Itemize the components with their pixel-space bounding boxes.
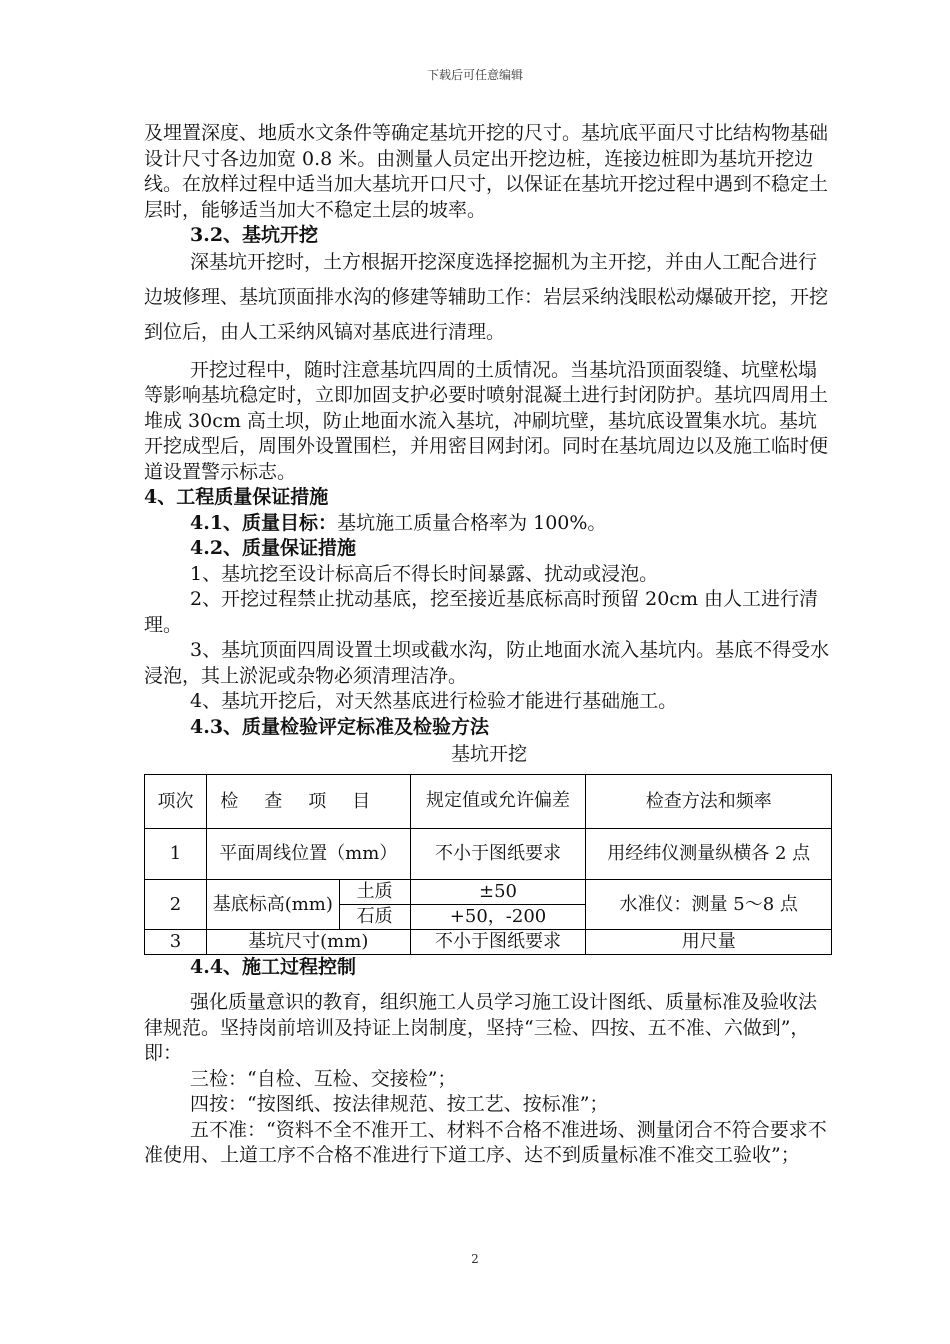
- table-cell: 水准仪：测量 5～8 点: [586, 879, 832, 929]
- page-header: 下载后可任意编辑: [426, 68, 523, 82]
- document-body: [144, 121, 834, 1169]
- inspection-table: [144, 774, 832, 955]
- table-cell: 土质: [339, 879, 410, 904]
- table-cell: +50，-200: [410, 904, 586, 929]
- page-number: 2: [471, 1252, 479, 1266]
- section-heading-4-2: 4.2、质量保证措施: [190, 537, 357, 559]
- table-title: 基坑开挖: [450, 743, 527, 765]
- section-heading-4-4: 4.4、施工过程控制: [190, 955, 357, 978]
- header-cell: [206, 774, 410, 828]
- header-cell-text: 检查项目: [220, 790, 397, 812]
- table-cell: 用尺量: [586, 929, 832, 954]
- list-item: 3、基坑顶面四周设置土坝或截水沟，防止地面水流入基坑内。基底不得受水浸泡，其上淤泥或杂物必须清理洁净。: [144, 639, 830, 687]
- table-cell: 用经纬仪测量纵横各 2 点: [586, 828, 832, 879]
- section-heading-4-1: 4.1、质量目标：: [190, 511, 338, 534]
- paragraph: 三检：“自检、互检、交接检”；: [190, 1067, 457, 1090]
- table-header-row: [145, 774, 832, 828]
- header-cell: 规定值或允许偏差: [410, 774, 586, 828]
- table-cell: 2: [145, 879, 207, 929]
- quality-goal-text: 基坑施工质量合格率为 100%。: [337, 511, 607, 534]
- table-cell: 石质: [339, 904, 410, 929]
- paragraph: 及埋置深度、地质水文条件等确定基坑开挖的尺寸。基坑底平面尺寸比结构物基础设计尺寸各边加宽 0.8 米。由测量人员定出开挖边桩，连接边桩即为基坑开挖边线。在放样过程中适当加大基坑开口尺寸，以保证在基坑开挖过程中遇到不稳定土层时，能够适当加大不稳定土层的坡率。: [144, 122, 829, 221]
- table-cell: 不小于图纸要求: [410, 929, 586, 954]
- table-cell: 平面周线位置（mm）: [206, 828, 410, 879]
- table-cell: 基底标高(mm): [206, 879, 339, 929]
- header-cell: 项次: [145, 774, 207, 828]
- list-item: 2、开挖过程禁止扰动基底，挖至接近基底标高时预留 20cm 由人工进行清理。: [144, 588, 819, 636]
- paragraph: 深基坑开挖时，土方根据开挖深度选择挖掘机为主开挖，并由人工配合进行边坡修理、基坑顶面排水沟的修建等辅助工作：岩层采纳浅眼松动爆破开挖，开挖到位后，由人工采纳风镐对基底进行清理。: [144, 250, 829, 343]
- table-cell: 1: [145, 828, 207, 879]
- table-row: [145, 828, 832, 879]
- paragraph: 五不准：“资料不全不准开工、材料不合格不准进场、测量闭合不符合要求不准使用、上道工序不合格不准进行下道工序、达不到质量标准不准交工验收”；: [144, 1118, 827, 1166]
- table-cell: 3: [145, 929, 207, 954]
- paragraph: 强化质量意识的教育，组织施工人员学习施工设计图纸、质量标准及验收法律规范。坚持岗前培训及持证上岗制度，坚持“三检、四按、五不准、六做到”，即：: [144, 991, 818, 1064]
- table-row: [145, 879, 832, 904]
- table-cell: 基坑尺寸(mm): [206, 929, 410, 954]
- section-heading-3-2: 3.2、基坑开挖: [190, 224, 319, 246]
- table-cell: ±50: [410, 879, 586, 904]
- table-cell: 不小于图纸要求: [410, 828, 586, 879]
- section-heading-4-3: 4.3、质量检验评定标准及检验方法: [190, 715, 490, 738]
- list-item: 1、基坑挖至设计标高后不得长时间暴露、扰动或浸泡。: [190, 562, 659, 585]
- quality-goal: [144, 511, 834, 537]
- table-row: [145, 929, 832, 954]
- list-item: 4、基坑开挖后，对天然基底进行检验才能进行基础施工。: [190, 690, 678, 712]
- paragraph: 开挖过程中，随时注意基坑四周的土质情况。当基坑沿顶面裂缝、坑壁松塌等影响基坑稳定时，立即加固支护必要时喷射混凝土进行封闭防护。基坑四周用土堆成 30cm 高土坝，防止地面水流入基坑，冲刷坑壁，基坑底设置集水坑。基坑开挖成型后，周围外设置围栏，并用密目网封闭。同时在基坑周边以及施工临时便道设置警示标志。: [144, 358, 829, 483]
- paragraph: 四按：“按图纸、按法律规范、按工艺、按标准”；: [190, 1093, 609, 1115]
- header-cell: 检查方法和频率: [586, 774, 832, 828]
- section-heading-4: 4、工程质量保证措施: [144, 486, 329, 508]
